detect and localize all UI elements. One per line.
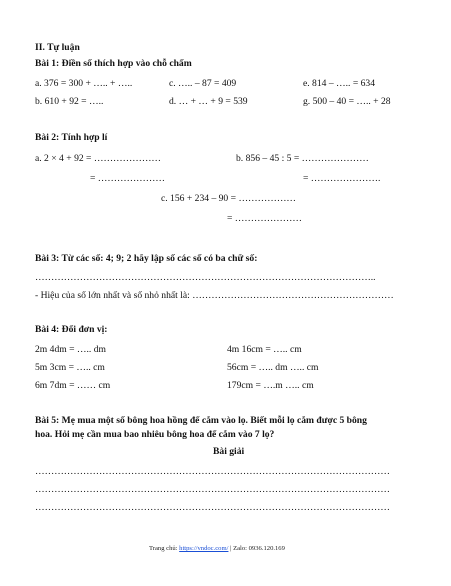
bai5-answer-line-3: ………………………………………………………………………………………………… xyxy=(35,502,390,513)
bai1-item-d: d. … + … + 9 = 539 xyxy=(169,96,248,107)
footer-link[interactable]: https://vndoc.com/ xyxy=(179,545,229,552)
bai2-c-continuation: = ………………… xyxy=(227,213,302,224)
bai3-answer-dots: …………………………………………………………………………………………….. xyxy=(35,272,376,283)
bai4-right-2: 56cm = ….. dm ….. cm xyxy=(227,362,319,373)
bai5-heading-line-1: Bài 5: Mẹ mua một số bông hoa hồng để cắm vào lọ. Biết mỗi lọ cắm được 5 bông xyxy=(35,415,367,426)
bai2-b-line: b. 856 – 45 : 5 = ………………… xyxy=(236,153,369,164)
bai1-item-e: e. 814 – ….. = 634 xyxy=(303,78,376,89)
bai5-solution-label: Bài giải xyxy=(213,446,245,457)
bai4-right-1: 4m 16cm = ….. cm xyxy=(227,344,302,355)
bai1-item-b: b. 610 + 92 = ….. xyxy=(35,96,104,107)
bai2-a-line: a. 2 × 4 + 92 = ………………… xyxy=(35,153,162,164)
footer-prefix: Trang chủ: xyxy=(149,545,180,552)
bai1-heading: Bài 1: Điền số thích hợp vào chỗ chấm xyxy=(35,58,192,69)
bai2-heading: Bài 2: Tính hợp lí xyxy=(35,132,108,143)
page-footer xyxy=(149,546,285,553)
bai5-heading-line-2: hoa. Hỏi mẹ cần mua bao nhiêu bông hoa để cắm vào 7 lọ? xyxy=(35,429,275,440)
bai5-answer-line-1: ………………………………………………………………………………………………… xyxy=(35,466,390,477)
bai4-left-3: 6m 7dm = …… cm xyxy=(35,380,111,391)
bai2-a-continuation: = ………………… xyxy=(90,173,165,184)
bai2-c-line: c. 156 + 234 – 90 = ……………… xyxy=(161,193,297,204)
bai1-item-g: g. 500 – 40 = ….. + 28 xyxy=(303,96,391,107)
bai2-b-continuation: = …………………. xyxy=(303,173,381,184)
bai4-left-1: 2m 4dm = ….. dm xyxy=(35,344,106,355)
bai4-right-3: 179cm = ….m ….. cm xyxy=(227,380,314,391)
bai1-item-c: c. ….. – 87 = 409 xyxy=(169,78,237,89)
bai3-hieu-line: - Hiệu của số lớn nhất và số nhỏ nhất là: ……………………………………………………… xyxy=(35,290,394,301)
bai1-item-a: a. 376 = 300 + ….. + ….. xyxy=(35,78,133,89)
bai4-left-2: 5m 3cm = ….. cm xyxy=(35,362,105,373)
footer-suffix: | Zalo: 0936.120.169 xyxy=(228,545,285,552)
bai3-heading: Bài 3: Từ các số: 4; 9; 2 hãy lập số các số có ba chữ số: xyxy=(35,253,258,264)
section-title: II. Tự luận xyxy=(35,42,80,53)
bai4-heading: Bài 4: Đổi đơn vị: xyxy=(35,324,108,335)
bai5-answer-line-2: ………………………………………………………………………………………………… xyxy=(35,484,390,495)
